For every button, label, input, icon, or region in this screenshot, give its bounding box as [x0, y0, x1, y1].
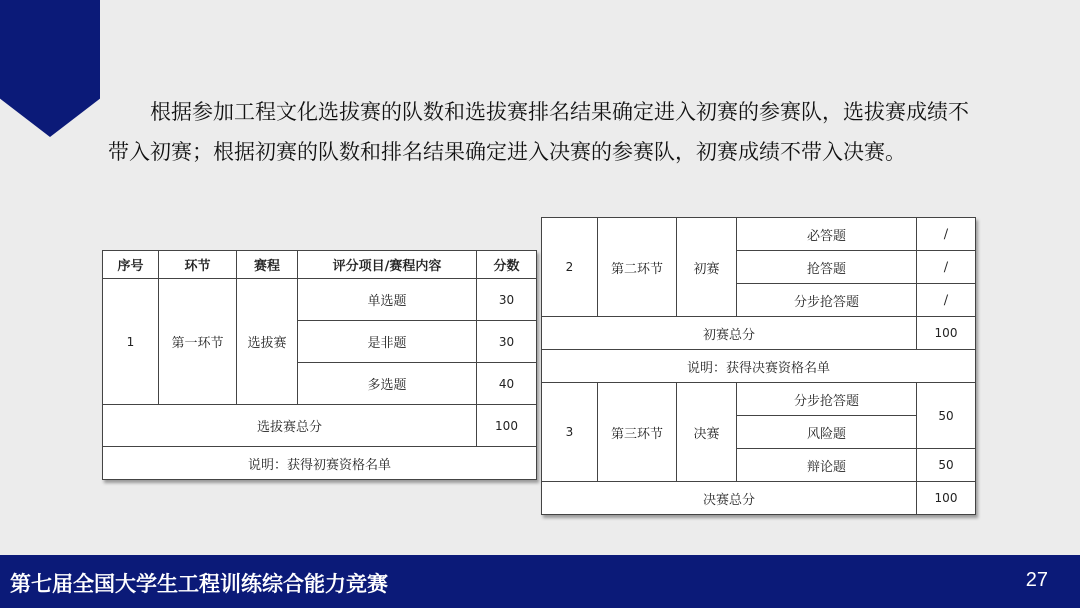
table-row — [542, 383, 976, 416]
footer-bar — [0, 555, 1080, 608]
item-name: 分步抢答题 — [737, 383, 917, 416]
item-score: 40 — [477, 363, 537, 405]
note-row — [542, 350, 976, 383]
seq-cell: 1 — [103, 279, 159, 405]
item-score: 30 — [477, 321, 537, 363]
total-value: 100 — [917, 482, 976, 515]
total-label: 决赛总分 — [542, 482, 917, 515]
round-cell: 初赛 — [677, 218, 737, 317]
seq-cell: 3 — [542, 383, 598, 482]
stage-cell: 第二环节 — [598, 218, 677, 317]
item-score: 50 — [917, 449, 976, 482]
item-name: 风险题 — [737, 416, 917, 449]
corner-decoration — [0, 0, 100, 137]
total-row — [542, 317, 976, 350]
item-score: 30 — [477, 279, 537, 321]
round-cell: 决赛 — [677, 383, 737, 482]
stage-cell: 第一环节 — [159, 279, 237, 405]
total-value: 100 — [917, 317, 976, 350]
competition-title: 第七届全国大学生工程训练综合能力竞赛 — [10, 572, 388, 596]
item-name: 多选题 — [298, 363, 477, 405]
item-name: 分步抢答题 — [737, 284, 917, 317]
item-score: 50 — [917, 383, 976, 449]
table-row — [542, 218, 976, 251]
item-name: 单选题 — [298, 279, 477, 321]
preliminary-final-score-table — [541, 217, 976, 515]
table-row — [103, 279, 537, 321]
total-value: 100 — [477, 405, 537, 447]
total-label: 初赛总分 — [542, 317, 917, 350]
item-name: 抢答题 — [737, 251, 917, 284]
item-name: 必答题 — [737, 218, 917, 251]
total-row — [542, 482, 976, 515]
table-header-row — [103, 251, 537, 279]
note-row — [103, 447, 537, 480]
header-content: 评分项目/赛程内容 — [298, 251, 477, 279]
round-cell: 选拔赛 — [237, 279, 298, 405]
total-row — [103, 405, 537, 447]
item-score: / — [917, 251, 976, 284]
item-score: / — [917, 218, 976, 251]
note-cell: 说明：获得决赛资格名单 — [542, 350, 976, 383]
intro-paragraph: 根据参加工程文化选拔赛的队数和选拔赛排名结果确定进入初赛的参赛队，选拔赛成绩不带入初赛；根据初赛的队数和排名结果确定进入决赛的参赛队，初赛成绩不带入决赛。 — [108, 100, 969, 164]
item-name: 辩论题 — [737, 449, 917, 482]
item-name: 是非题 — [298, 321, 477, 363]
note-cell: 说明：获得初赛资格名单 — [103, 447, 537, 480]
stage-cell: 第三环节 — [598, 383, 677, 482]
header-seq: 序号 — [103, 251, 159, 279]
total-label: 选拔赛总分 — [103, 405, 477, 447]
page-number: 27 — [1025, 569, 1048, 591]
selection-score-table — [102, 250, 537, 480]
item-score: / — [917, 284, 976, 317]
seq-cell: 2 — [542, 218, 598, 317]
header-stage: 环节 — [159, 251, 237, 279]
header-score: 分数 — [477, 251, 537, 279]
header-round: 赛程 — [237, 251, 298, 279]
